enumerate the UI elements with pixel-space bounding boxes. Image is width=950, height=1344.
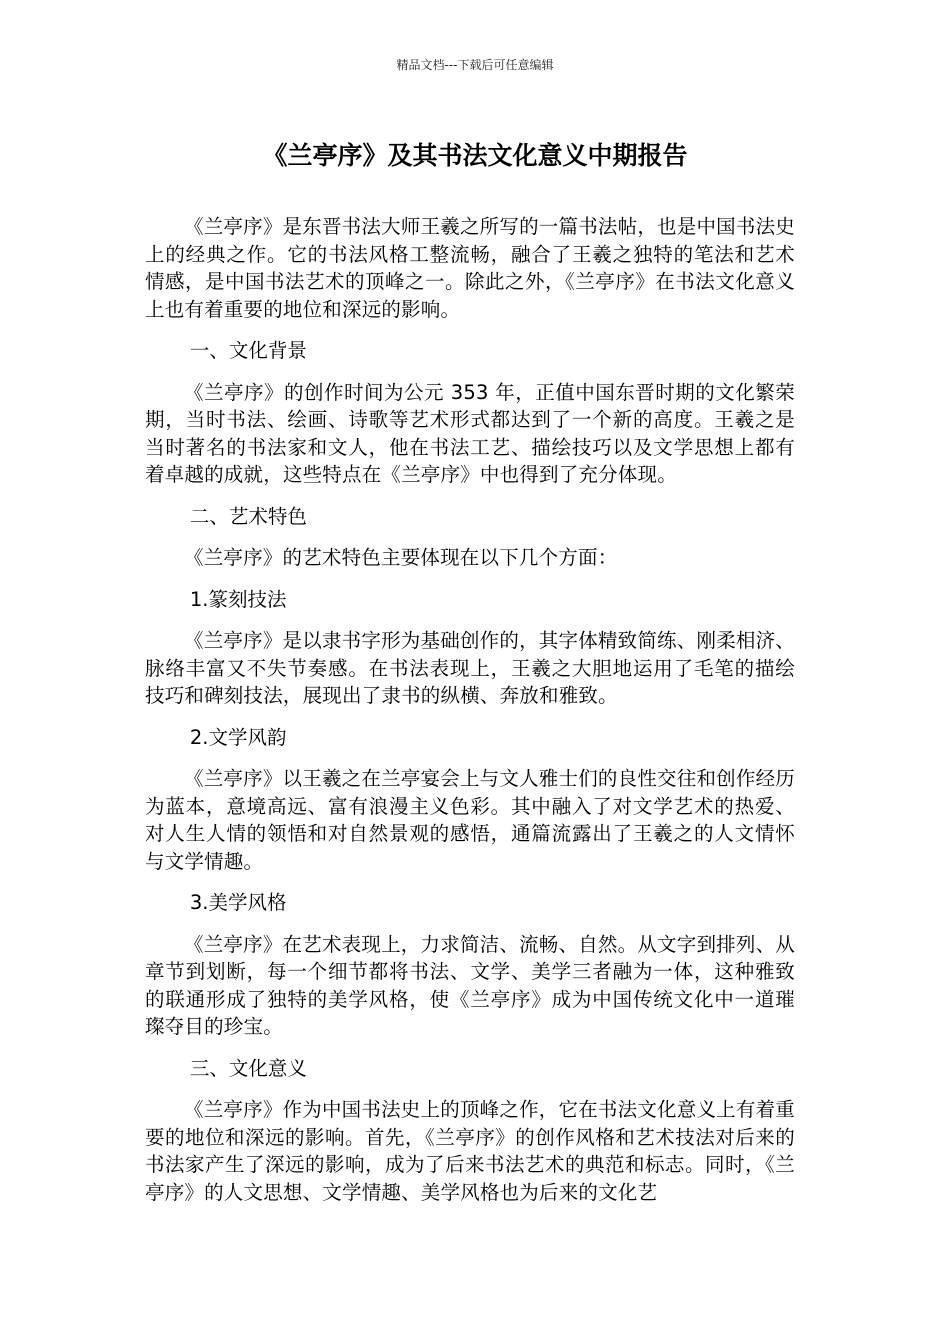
subsection-heading: 2.文学风韵 <box>189 725 287 749</box>
paragraph: 《兰亭序》的艺术特色主要体现在以下几个方面： <box>184 546 618 569</box>
document-title: 《兰亭序》及其书法文化意义中期报告 <box>262 141 688 170</box>
paragraph: 《兰亭序》在艺术表现上，力求简洁、流畅、自然。从文字到排列、从章节到划断，每一个细节都将书法、文学、美学三者融为一体，这种雅致的联通形成了独特的美学风格，使《兰亭序》成为中国传统文化中一道璀璨夺目的珍宝。 <box>145 932 795 1038</box>
subsection-heading: 3.美学风格 <box>189 891 287 914</box>
paragraph: 《兰亭序》作为中国书法史上的顶峰之作，它在书法文化意义上有着重要的地位和深远的影响。首先，《兰亭序》的创作风格和艺术技法对后来的书法家产生了深远的影响，成为了后来书法艺术的典范和标志。同时，《兰亭序》的人文思想、文学情趣、美学风格也为后来的文化艺 <box>145 1098 795 1204</box>
header-note: 精品文档---下载后可任意编辑 <box>396 58 554 72</box>
section-heading: 二、艺术特色 <box>189 504 307 528</box>
subsection-heading: 1.篆刻技法 <box>189 587 287 611</box>
paragraph: 《兰亭序》的创作时间为公元 353 年，正值中国东晋时期的文化繁荣期，当时书法、绘画、诗歌等艺术形式都达到了一个新的高度。王羲之是当时著名的书法家和文人，他在书法工艺、描绘技巧以及文学思想上都有着卓越的成就，这些特点在《兰亭序》中也得到了充分体现。 <box>145 380 795 486</box>
section-heading: 三、文化意义 <box>189 1056 307 1080</box>
paragraph: 《兰亭序》是以隶书字形为基础创作的，其字体精致简练、刚柔相济、脉络丰富又不失节奏感。在书法表现上，王羲之大胆地运用了毛笔的描绘技巧和碑刻技法，展现出了隶书的纵横、奔放和雅致。 <box>145 629 795 707</box>
document-body <box>145 213 795 1220</box>
paragraph: 《兰亭序》是东晋书法大师王羲之所写的一篇书法帖，也是中国书法史上的经典之作。它的书法风格工整流畅，融合了王羲之独特的笔法和艺术情感，是中国书法艺术的顶峰之一。除此之外，《兰亭序》在书法文化意义上也有着重要的地位和深远的影响。 <box>145 215 795 321</box>
section-heading: 一、文化背景 <box>189 339 307 362</box>
paragraph: 《兰亭序》以王羲之在兰亭宴会上与文人雅士们的良性交往和创作经历为蓝本，意境高远、富有浪漫主义色彩。其中融入了对文学艺术的热爱、对人生人情的领悟和对自然景观的感悟，通篇流露出了王羲之的人文情怀与文学情趣。 <box>145 767 795 873</box>
